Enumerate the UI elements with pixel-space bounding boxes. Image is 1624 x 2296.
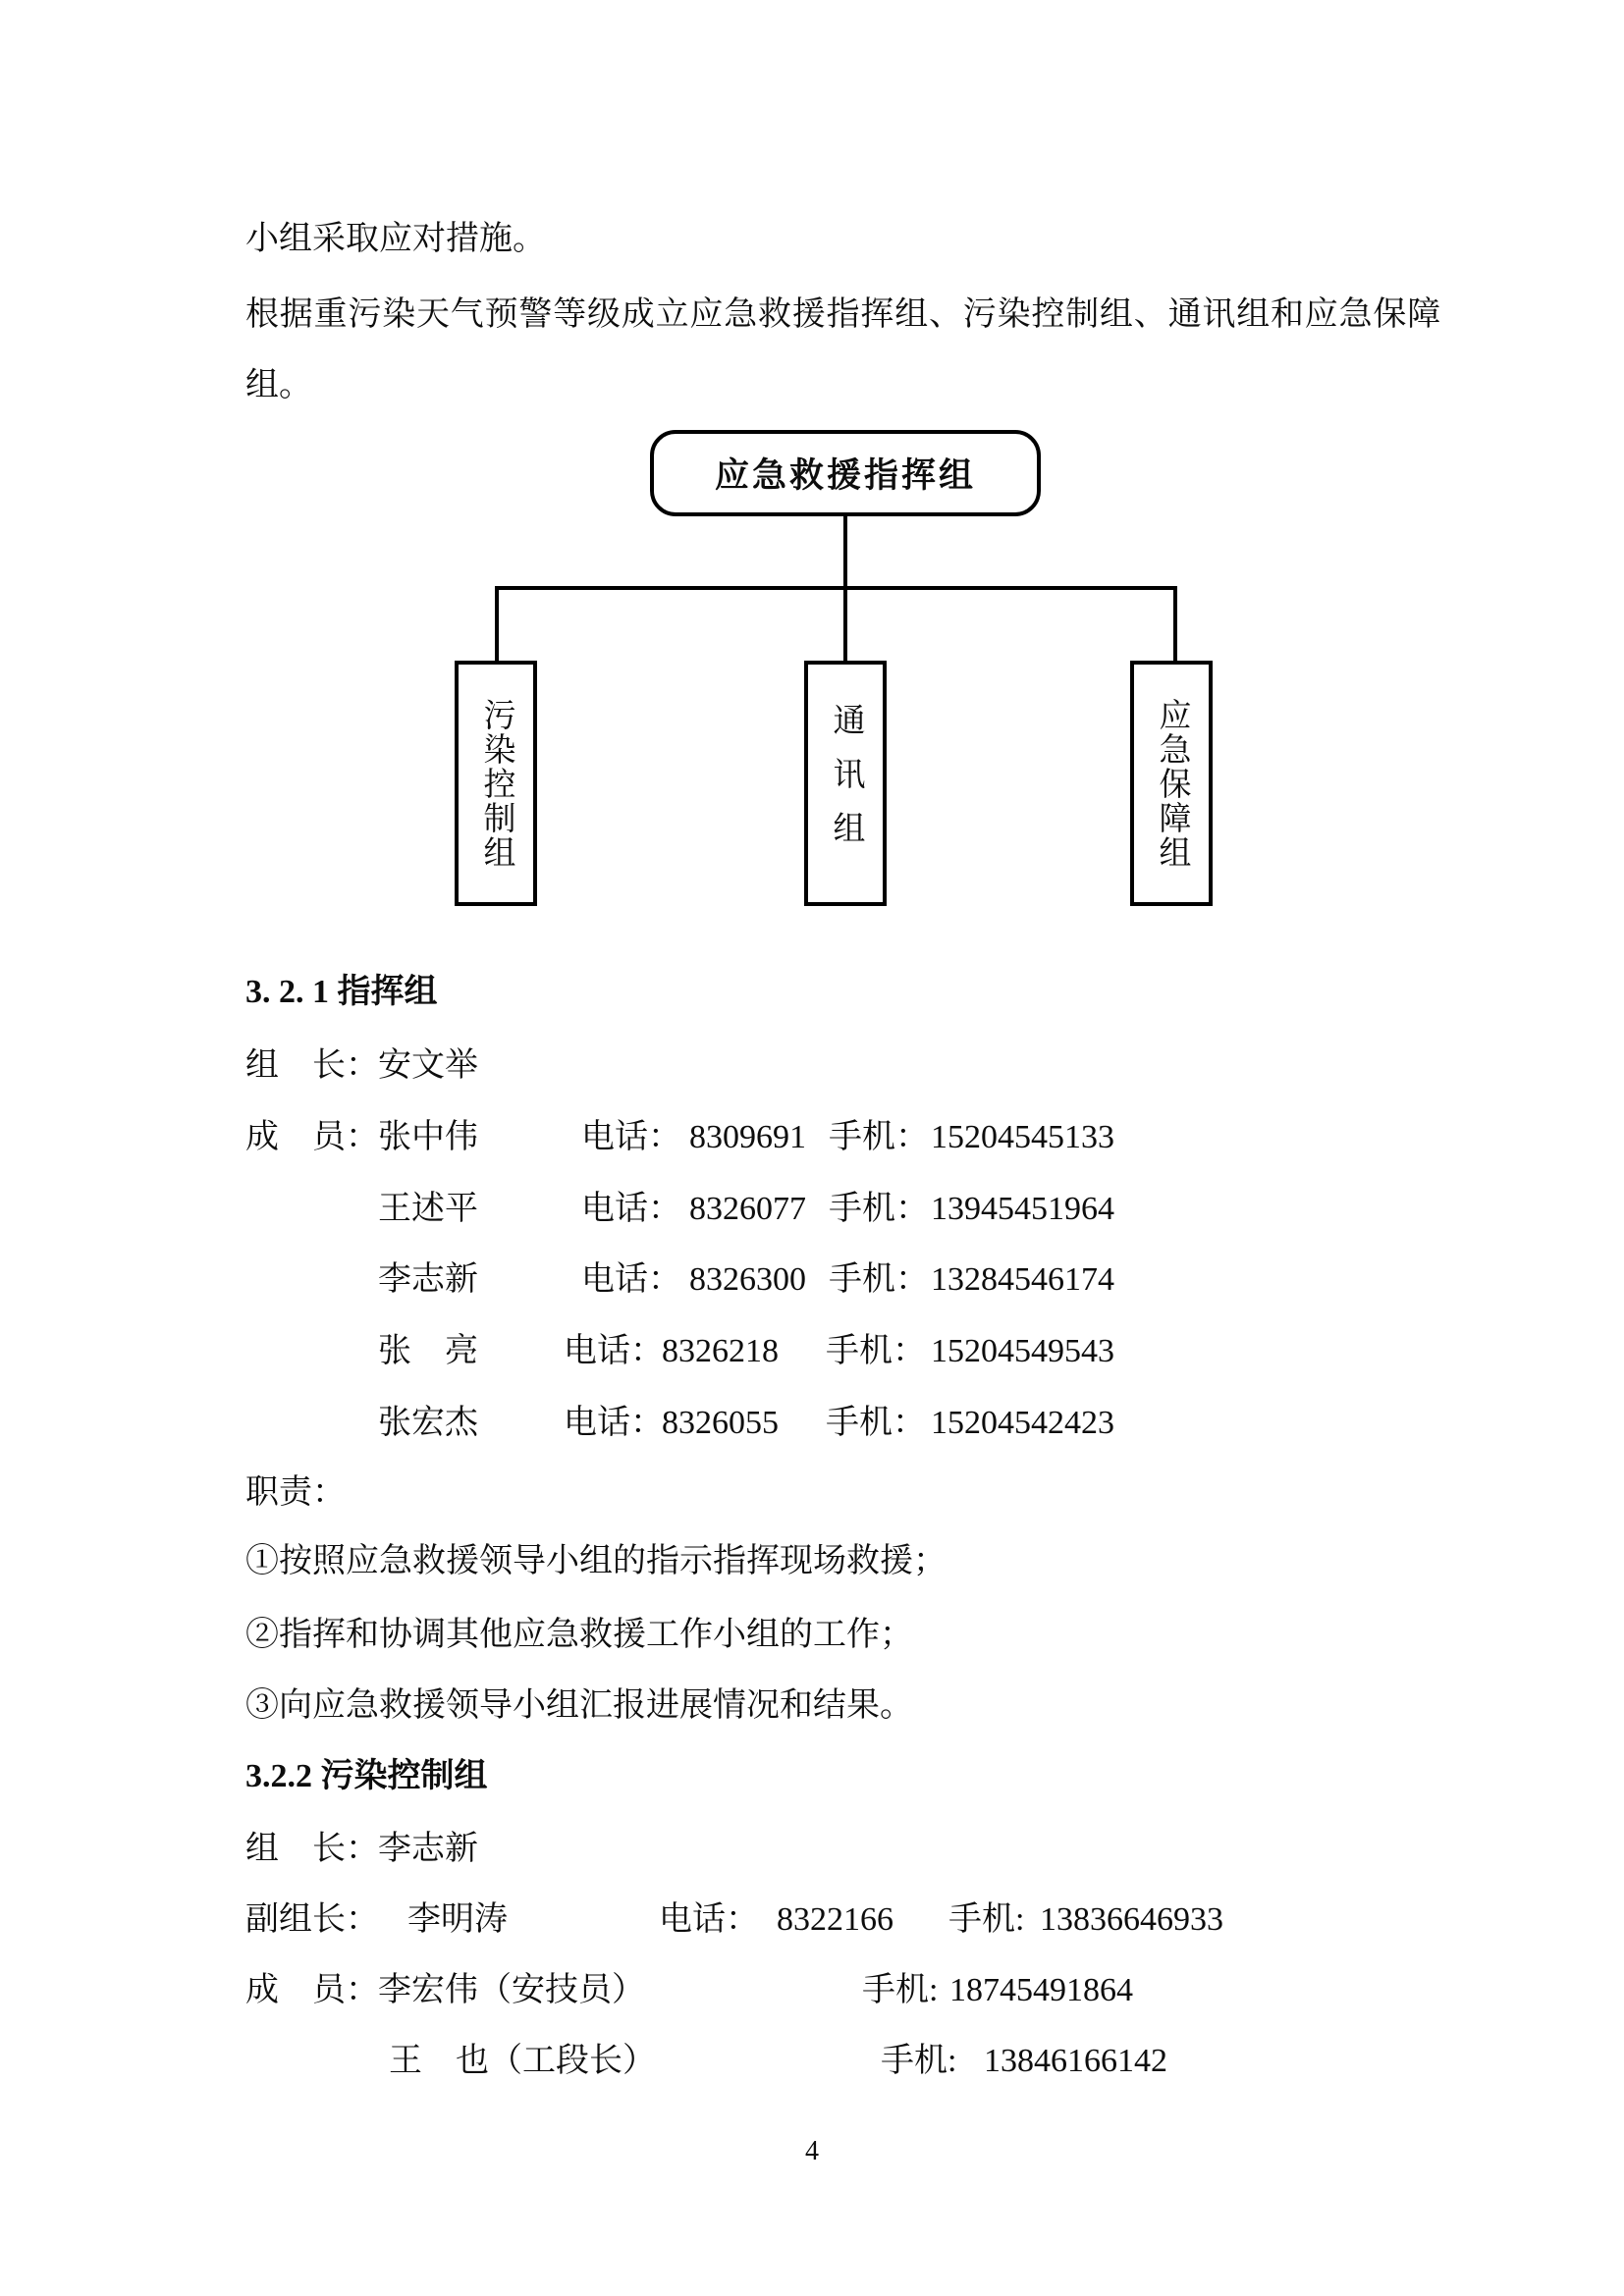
duty-item: ③向应急救援领导小组汇报进展情况和结果。 — [245, 1687, 913, 1724]
member-row — [245, 1332, 1473, 1377]
leader-row — [245, 1046, 1473, 1092]
tel-label: 电话： — [564, 1333, 664, 1369]
tel-value: 8309691 — [689, 1119, 806, 1155]
mobile-label: 手机: — [881, 2043, 957, 2079]
member-row — [245, 1260, 1473, 1306]
tel-label: 电话： — [564, 1405, 664, 1441]
leader-label: 组 长： — [245, 1831, 379, 1867]
mobile-label: 手机： — [829, 1191, 929, 1227]
org-chart — [0, 0, 1624, 942]
paragraph: 小组采取应对措施。 — [245, 221, 546, 257]
mobile-label: 手机： — [826, 1333, 926, 1369]
section-heading: 3. 2. 1 指挥组 — [245, 974, 438, 1010]
connector-line — [495, 588, 499, 661]
deputy-name: 李明涛 — [407, 1901, 508, 1938]
mobile-label: 手机: — [948, 1901, 1025, 1938]
mobile-value: 18745491864 — [949, 1972, 1133, 2008]
duty-item: ②指挥和协调其他应急救援工作小组的工作； — [245, 1617, 913, 1653]
mobile-label: 手机： — [829, 1119, 929, 1155]
mobile-label: 手机: — [862, 1972, 939, 2008]
member-name: 张 亮 — [378, 1333, 478, 1369]
mobile-value: 15204549543 — [931, 1333, 1114, 1369]
member-name: 张宏杰 — [378, 1405, 478, 1441]
deputy-label: 副组长： — [245, 1901, 379, 1938]
member-label: 成 员： — [245, 1119, 379, 1155]
mobile-value: 13836646933 — [1040, 1901, 1223, 1938]
member-row — [245, 1404, 1473, 1449]
leader-label: 组 长： — [245, 1047, 379, 1084]
tel-label: 电话： — [581, 1191, 681, 1227]
leader-name: 安文举 — [378, 1047, 478, 1084]
member-name: 王 也（工段长） — [389, 2043, 656, 2079]
mobile-value: 15204542423 — [931, 1405, 1114, 1441]
tel-value: 8326077 — [689, 1191, 806, 1227]
section-heading: 3.2.2 污染控制组 — [245, 1758, 488, 1794]
member-row — [245, 1190, 1473, 1235]
tel-value: 8326300 — [689, 1261, 806, 1298]
tel-value: 8326218 — [662, 1333, 779, 1369]
member-name: 张中伟 — [378, 1119, 478, 1155]
connector-line — [495, 586, 1177, 590]
page-number: 4 — [805, 2136, 819, 2166]
duties-label: 职责： — [245, 1474, 346, 1511]
member-name: 李宏伟（安技员） — [378, 1972, 645, 2008]
paragraph: 根据重污染天气预警等级成立应急救援指挥组、污染控制组、通讯组和应急保障 — [245, 296, 1441, 333]
mobile-value: 13945451964 — [931, 1191, 1114, 1227]
org-chart-child-box: 通讯组 — [804, 661, 887, 906]
mobile-label: 手机： — [826, 1405, 926, 1441]
member-row — [245, 1118, 1473, 1163]
org-chart-root-box: 应急救援指挥组 — [650, 430, 1041, 516]
paragraph: 组。 — [245, 367, 312, 403]
connector-line — [843, 516, 847, 588]
member-row — [245, 2042, 1473, 2087]
tel-label: 电话： — [659, 1901, 759, 1938]
org-chart-child-box: 污染控制组 — [455, 661, 537, 906]
mobile-value: 13846166142 — [984, 2043, 1167, 2079]
deputy-leader-row — [245, 1900, 1473, 1946]
tel-value: 8322166 — [777, 1901, 893, 1938]
member-row — [245, 1971, 1473, 2016]
mobile-value: 13284546174 — [931, 1261, 1114, 1298]
member-name: 李志新 — [378, 1261, 478, 1298]
member-name: 王述平 — [378, 1191, 478, 1227]
duty-item: ①按照应急救援领导小组的指示指挥现场救援； — [245, 1543, 947, 1579]
mobile-label: 手机： — [829, 1261, 929, 1298]
tel-label: 电话： — [581, 1119, 681, 1155]
mobile-value: 15204545133 — [931, 1119, 1114, 1155]
leader-name: 李志新 — [378, 1831, 478, 1867]
tel-value: 8326055 — [662, 1405, 779, 1441]
connector-line — [843, 588, 847, 661]
tel-label: 电话： — [581, 1261, 681, 1298]
org-chart-child-box: 应急保障组 — [1130, 661, 1213, 906]
leader-row — [245, 1830, 1473, 1875]
connector-line — [1173, 588, 1177, 661]
member-label: 成 员： — [245, 1972, 379, 2008]
